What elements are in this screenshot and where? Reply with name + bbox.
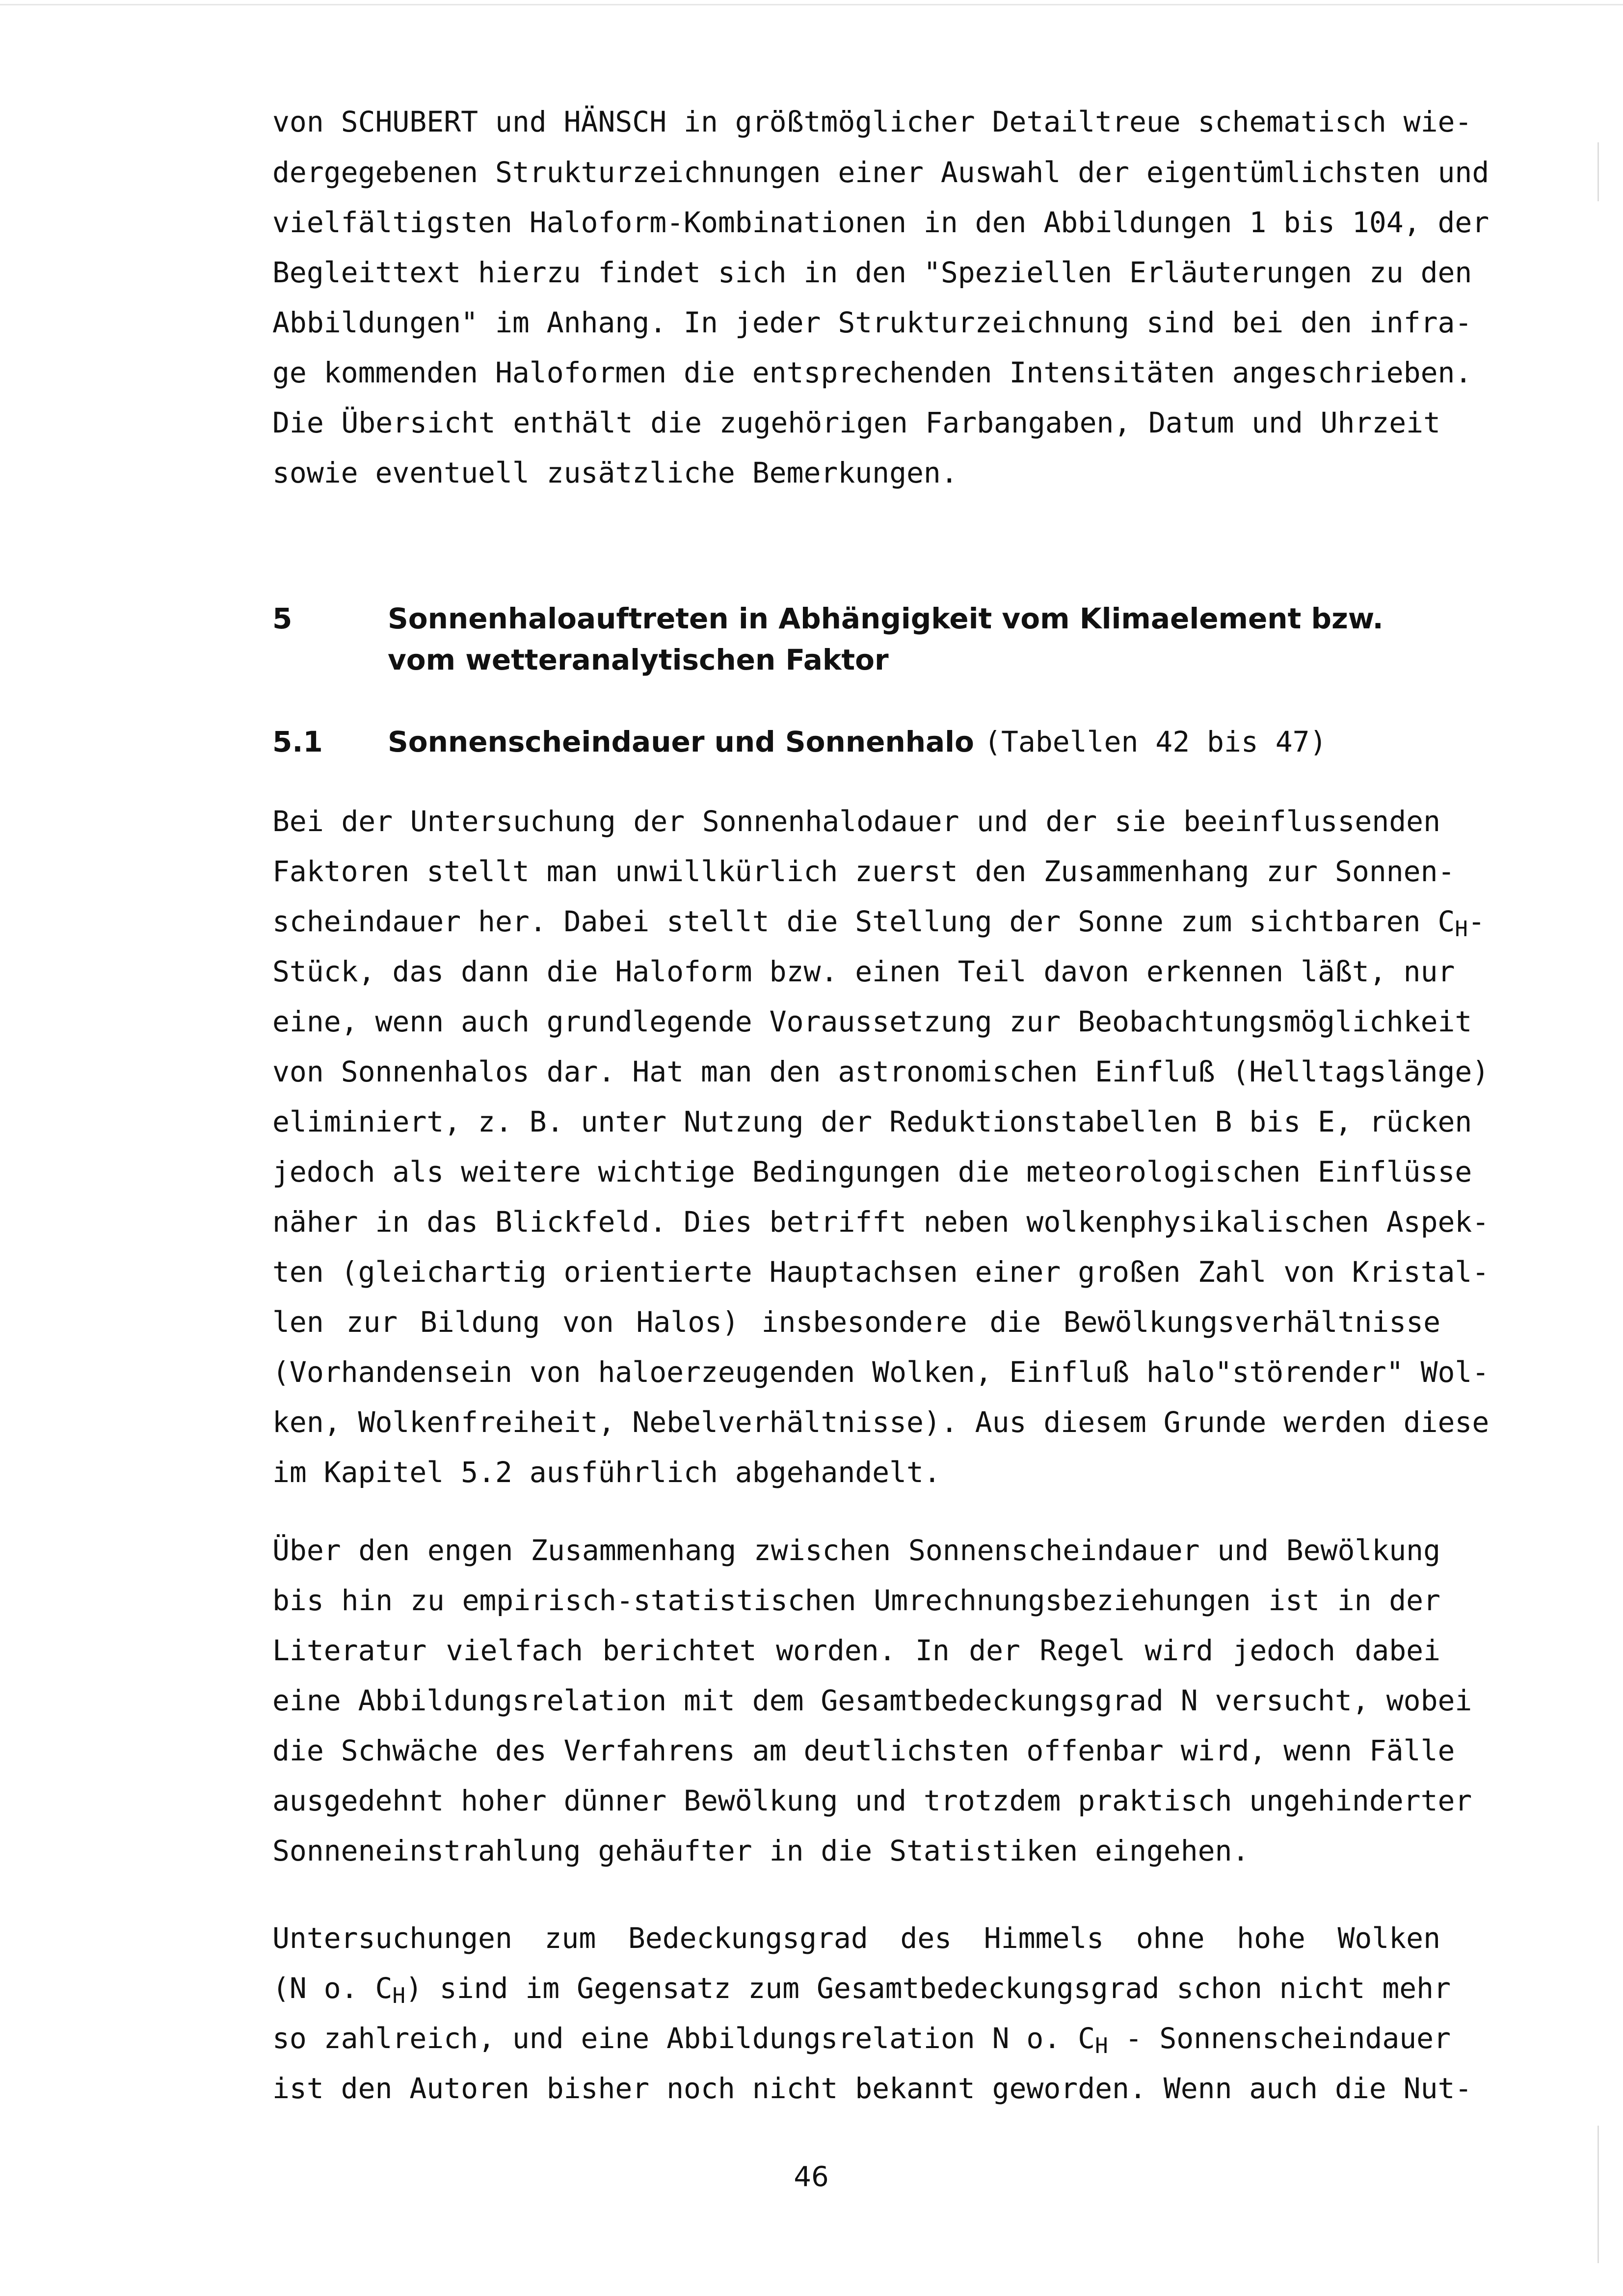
text-line: eliminiert, z. B. unter Nutzung der Reduktionstabellen B bis E, rücken xyxy=(272,1105,1472,1138)
section-title xyxy=(388,718,1327,765)
text-line: Die Übersicht enthält die zugehörigen Farbangaben, Datum und Uhrzeit xyxy=(272,406,1440,439)
text-line: Bei der Untersuchung der Sonnenhalodauer und der sie beeinflussenden xyxy=(272,805,1440,838)
section-number: 5.1 xyxy=(272,725,323,758)
text-line: ken, Wolkenfreiheit, Nebelverhältnisse). Aus diesem Grunde werden diese xyxy=(272,1405,1490,1439)
text-line: ist den Autoren bisher noch nicht bekannt geworden. Wenn auch die Nut- xyxy=(272,2072,1472,2105)
text-line: eine Abbildungsrelation mit dem Gesamtbedeckungsgrad N versucht, wobei xyxy=(272,1684,1472,1717)
text-line: ausgedehnt hoher dünner Bewölkung und trotzdem praktisch ungehinderter xyxy=(272,1784,1472,1817)
text-line: von SCHUBERT und HÄNSCH in größtmöglicher Detailtreue schematisch wie- xyxy=(272,105,1472,138)
text-line: sowie eventuell zusätzliche Bemerkungen. xyxy=(272,456,958,489)
section-title: Sonnenhaloauftreten in Abhängigkeit vom Klimaelement bzw. xyxy=(388,602,1384,635)
text-line xyxy=(272,898,1485,945)
scan-margin-mark xyxy=(1597,2126,1599,2263)
text-line: die Schwäche des Verfahrens am deutlichsten offenbar wird, wenn Fälle xyxy=(272,1734,1455,1767)
table-reference: (Tabellen 42 bis 47) xyxy=(984,725,1327,758)
text-line: Literatur vielfach berichtet worden. In der Regel wird jedoch dabei xyxy=(272,1634,1440,1667)
section-number: 5 xyxy=(272,602,293,635)
subscript: H xyxy=(392,1983,405,2008)
text-line: (Vorhandensein von haloerzeugenden Wolken, Einfluß halo"störender" Wol- xyxy=(272,1355,1490,1389)
text-line: Untersuchungen zum Bedeckungsgrad des Himmels ohne hohe Wolken xyxy=(272,1921,1440,1955)
subscript: H xyxy=(1455,917,1468,942)
text-segment: so zahlreich, und eine Abbildungsrelation N o. C xyxy=(272,2022,1095,2055)
text-segment: (N o. C xyxy=(272,1972,393,2005)
text-line: len zur Bildung von Halos) insbesondere die Bewölkungsverhältnisse xyxy=(272,1305,1440,1339)
text-line: Faktoren stellt man unwillkürlich zuerst den Zusammenhang zur Sonnen- xyxy=(272,855,1455,888)
text-segment: - Sonnenscheindauer xyxy=(1108,2022,1451,2055)
text-line: von Sonnenhalos dar. Hat man den astronomischen Einfluß (Helltagslänge) xyxy=(272,1055,1490,1088)
subscript: H xyxy=(1095,2033,1108,2058)
text-line: Begleittext hierzu findet sich in den "Speziellen Erläuterungen zu den xyxy=(272,256,1472,289)
text-line: vielfältigsten Haloform-Kombinationen in den Abbildungen 1 bis 104, der xyxy=(272,206,1490,239)
text-segment: scheindauer her. Dabei stellt die Stellung der Sonne zum sichtbaren C xyxy=(272,905,1455,938)
text-line: ge kommenden Haloformen die entsprechenden Intensitäten angeschrieben. xyxy=(272,356,1472,389)
text-line: bis hin zu empirisch-statistischen Umrechnungsbeziehungen ist in der xyxy=(272,1584,1440,1617)
text-segment: - xyxy=(1467,905,1485,938)
text-line: ten (gleichartig orientierte Hauptachsen einer großen Zahl von Kristal- xyxy=(272,1255,1490,1289)
text-line xyxy=(272,1965,1451,2012)
scan-top-edge xyxy=(0,4,1623,5)
section-title: vom wetteranalytischen Faktor xyxy=(388,643,889,676)
text-segment: ) sind im Gegensatz zum Gesamtbedeckungsgrad schon nicht mehr xyxy=(405,1972,1451,2005)
text-line: im Kapitel 5.2 ausführlich abgehandelt. xyxy=(272,1456,941,1489)
text-line: näher in das Blickfeld. Dies betrifft neben wolkenphysikalischen Aspek- xyxy=(272,1205,1490,1239)
text-line: Abbildungen" im Anhang. In jeder Strukturzeichnung sind bei den infra- xyxy=(272,306,1472,339)
text-line: eine, wenn auch grundlegende Voraussetzung zur Beobachtungsmöglichkeit xyxy=(272,1005,1472,1038)
text-line: dergegebenen Strukturzeichnungen einer Auswahl der eigentümlichsten und xyxy=(272,156,1490,189)
text-line: Über den engen Zusammenhang zwischen Sonnenscheindauer und Bewölkung xyxy=(272,1534,1440,1567)
page-number: 46 xyxy=(794,2161,829,2193)
text-line: jedoch als weitere wichtige Bedingungen die meteorologischen Einflüsse xyxy=(272,1155,1472,1189)
section-title-text: Sonnenscheindauer und Sonnenhalo xyxy=(388,725,974,758)
text-line xyxy=(272,2015,1451,2062)
scan-margin-mark xyxy=(1597,142,1599,201)
text-line: Stück, das dann die Haloform bzw. einen Teil davon erkennen läßt, nur xyxy=(272,955,1455,988)
text-line: Sonneneinstrahlung gehäufter in die Statistiken eingehen. xyxy=(272,1834,1250,1867)
